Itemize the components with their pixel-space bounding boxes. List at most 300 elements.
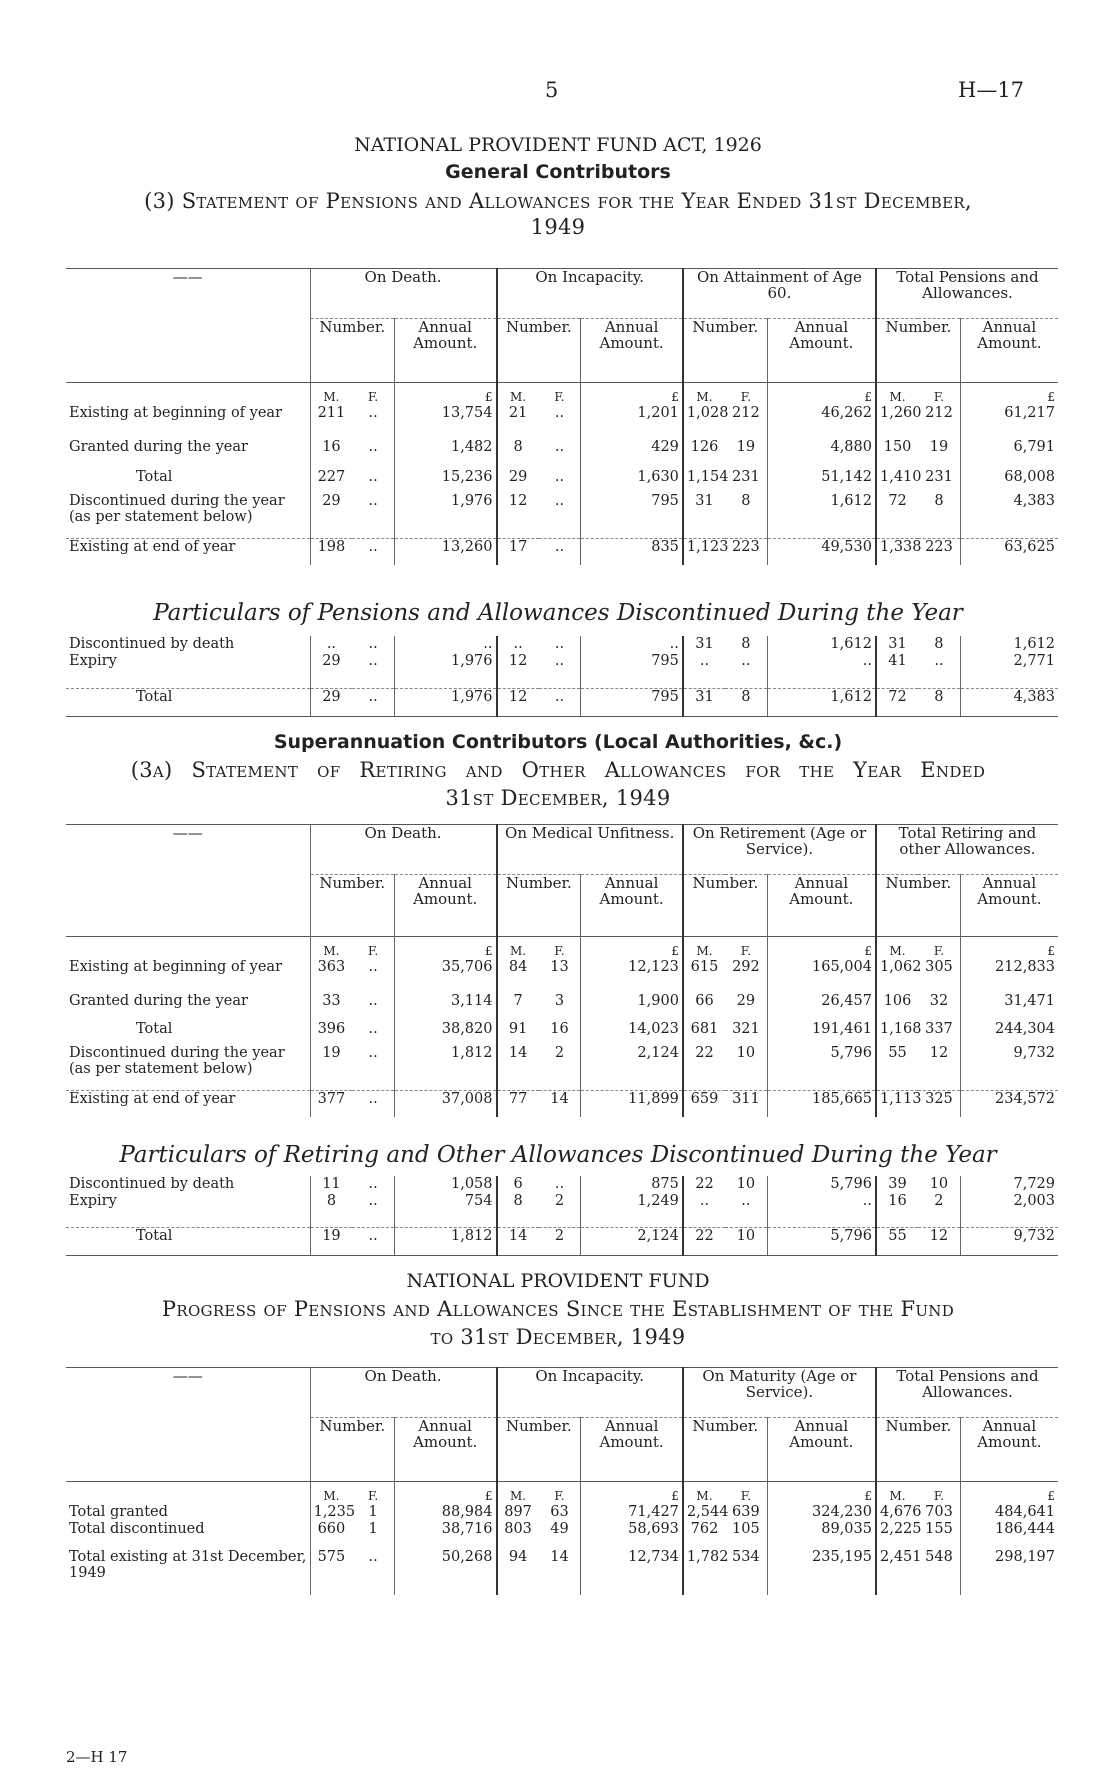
annual-amount-header: Annual Amount.	[394, 319, 496, 383]
amount-cell: 1,976	[394, 688, 496, 716]
table-row	[66, 688, 1058, 716]
female-marker: F.	[918, 1482, 960, 1504]
female-count-cell: 10	[929, 1176, 949, 1192]
table-row	[66, 1504, 1058, 1521]
female-marker: F.	[352, 383, 394, 405]
number-header: Number.	[310, 319, 394, 383]
row-label: Total discontinued	[69, 1520, 205, 1537]
female-count-cell: ..	[368, 468, 378, 485]
amount-cell: 186,444	[960, 1521, 1058, 1549]
amount-cell: 795	[581, 688, 683, 716]
female-marker: F.	[725, 383, 767, 405]
male-count-cell: 396	[310, 1021, 352, 1045]
female-count-cell: ..	[934, 653, 944, 669]
male-count-cell: 1,123	[683, 539, 725, 565]
amount-cell: 3,114	[394, 993, 496, 1021]
male-marker: M.	[497, 937, 539, 959]
female-count-cell: ..	[554, 492, 565, 509]
progress-title-line-1: Progress of Pensions and Allowances Since the Establishment of the Fund	[161, 1297, 955, 1321]
amount-cell: 2,003	[960, 1193, 1058, 1227]
female-count-cell: ..	[368, 636, 378, 652]
female-count-cell: 8	[934, 492, 944, 509]
male-count-cell: 22	[683, 1045, 725, 1091]
number-header: Number.	[683, 319, 767, 383]
amount-cell: 38,820	[394, 1021, 496, 1045]
female-count-cell: ..	[352, 688, 394, 716]
amount-cell: 1,612	[767, 493, 876, 539]
female-count-cell: 212	[925, 404, 953, 421]
female-count-cell: 3	[554, 992, 565, 1009]
pound-marker: £	[767, 383, 876, 405]
male-count-cell: ..	[310, 636, 352, 653]
female-count-cell: ..	[368, 492, 378, 509]
row-label: Existing at end of year	[66, 1091, 310, 1117]
male-count-cell: ..	[683, 653, 725, 688]
table-row	[66, 1045, 1058, 1091]
amount-cell: 235,195	[767, 1549, 876, 1595]
amount-cell: 63,625	[960, 539, 1058, 565]
amount-cell: 58,693	[581, 1521, 683, 1549]
male-count-cell: 19	[310, 1227, 352, 1255]
amount-cell: 50,268	[394, 1549, 496, 1595]
progress-table	[66, 1367, 1058, 1595]
female-count-cell: ..	[539, 688, 581, 716]
amount-cell: 5,796	[767, 1176, 876, 1193]
female-count-cell: ..	[554, 468, 565, 485]
table-row	[66, 405, 1058, 439]
male-count-cell: 1,062	[876, 959, 918, 993]
male-count-cell: 33	[310, 993, 352, 1021]
pound-marker: £	[960, 937, 1058, 959]
amount-cell: 9,732	[960, 1227, 1058, 1255]
particulars-1-title: Particulars of Pensions and Allowances Discontinued During the Year	[153, 600, 963, 626]
amount-cell: 61,217	[960, 405, 1058, 439]
female-marker: F.	[725, 1482, 767, 1504]
amount-cell: 13,754	[394, 405, 496, 439]
annual-amount-header: Annual Amount.	[581, 875, 683, 937]
amount-cell: 13,260	[394, 539, 496, 565]
number-header: Number.	[497, 875, 581, 937]
female-count-cell: 155	[925, 1520, 953, 1537]
male-count-cell: 22	[683, 1227, 725, 1255]
male-count-cell: 1,410	[876, 469, 918, 493]
male-marker: M.	[310, 937, 352, 959]
male-count-cell: 91	[497, 1021, 539, 1045]
female-count-cell: ..	[741, 653, 751, 669]
group-header: On Incapacity.	[497, 1368, 683, 1418]
annual-amount-header: Annual Amount.	[581, 1418, 683, 1482]
pound-marker: £	[581, 383, 683, 405]
male-count-cell: 377	[310, 1091, 352, 1117]
male-marker: M.	[310, 1482, 352, 1504]
male-count-cell: 55	[876, 1045, 918, 1091]
male-count-cell: 681	[683, 1021, 725, 1045]
amount-cell: 51,142	[767, 469, 876, 493]
amount-cell: 49,530	[767, 539, 876, 565]
male-marker: M.	[497, 383, 539, 405]
amount-cell: 1,812	[394, 1045, 496, 1091]
group-header: On Death.	[310, 269, 496, 319]
male-count-cell: 1,168	[876, 1021, 918, 1045]
amount-cell: 795	[581, 493, 683, 539]
group-header: Total Pensions and Allowances.	[876, 269, 1058, 319]
male-marker: M.	[876, 937, 918, 959]
female-count-cell: 19	[736, 438, 756, 455]
row-label: Total	[66, 1227, 310, 1255]
female-count-cell: 8	[918, 688, 960, 716]
female-count-cell: 8	[725, 688, 767, 716]
table-row	[66, 1193, 1058, 1227]
female-count-cell: 13	[550, 958, 569, 975]
amount-cell: 12,123	[581, 959, 683, 993]
female-count-cell: 2	[554, 1193, 565, 1209]
female-count-cell: ..	[368, 1176, 378, 1192]
male-count-cell: 659	[683, 1091, 725, 1117]
amount-cell: 795	[581, 653, 683, 688]
amount-cell: 5,796	[767, 1045, 876, 1091]
number-header: Number.	[497, 319, 581, 383]
male-marker: M.	[683, 383, 725, 405]
amount-cell: 2,124	[581, 1045, 683, 1091]
row-label: Granted during the year	[69, 438, 248, 455]
pound-marker: £	[394, 937, 496, 959]
number-header: Number.	[876, 875, 960, 937]
amount-cell: 1,900	[581, 993, 683, 1021]
female-count-cell: 2	[934, 1193, 944, 1209]
female-count-cell: 19	[929, 438, 949, 455]
female-count-cell: 49	[550, 1520, 569, 1537]
female-count-cell: 14	[550, 1548, 569, 1565]
amount-cell: 26,457	[767, 993, 876, 1021]
female-count-cell: 12	[929, 1044, 949, 1061]
male-count-cell: 615	[683, 959, 725, 993]
male-count-cell: 29	[310, 688, 352, 716]
number-header: Number.	[876, 319, 960, 383]
female-count-cell: ..	[554, 636, 565, 652]
statement-3-title: (3) Statement of Pensions and Allowances for the Year Ended 31st December,	[144, 189, 972, 213]
female-count-cell: 16	[550, 1020, 569, 1037]
female-count-cell: ..	[368, 1020, 378, 1037]
amount-cell: 1,612	[767, 688, 876, 716]
blank-header: ——	[66, 1368, 310, 1482]
female-count-cell: 292	[732, 958, 760, 975]
act-title: NATIONAL PROVIDENT FUND ACT, 1926	[354, 134, 762, 156]
female-count-cell: 10	[736, 1176, 756, 1192]
amount-cell: 1,482	[394, 439, 496, 469]
female-count-cell: ..	[554, 653, 565, 669]
number-header: Number.	[497, 1418, 581, 1482]
row-label: Discontinued by death	[69, 636, 235, 652]
male-marker: M.	[683, 1482, 725, 1504]
amount-cell: 38,716	[394, 1521, 496, 1549]
female-count-cell: ..	[368, 992, 378, 1009]
progress-title-line-2: to 31st December, 1949	[430, 1325, 686, 1349]
number-header: Number.	[310, 1418, 394, 1482]
female-count-cell: ..	[368, 653, 378, 669]
group-header: Total Pensions and Allowances.	[876, 1368, 1058, 1418]
amount-cell: 4,383	[960, 493, 1058, 539]
general-contributors-heading: General Contributors	[445, 161, 671, 183]
male-marker: M.	[310, 383, 352, 405]
male-count-cell: 1,113	[876, 1091, 918, 1117]
amount-cell: 1,058	[394, 1176, 496, 1193]
group-header: On Attainment of Age 60.	[683, 269, 876, 319]
row-label: Granted during the year	[69, 992, 248, 1009]
female-count-cell: ..	[368, 958, 378, 975]
row-label: Existing at beginning of year	[69, 404, 282, 421]
male-count-cell: 21	[497, 405, 539, 439]
amount-cell: 5,796	[767, 1227, 876, 1255]
male-count-cell: 2,451	[876, 1549, 918, 1595]
male-marker: M.	[683, 937, 725, 959]
male-count-cell: 2,225	[876, 1521, 918, 1549]
male-count-cell: 12	[497, 688, 539, 716]
female-marker: F.	[918, 383, 960, 405]
female-marker: F.	[539, 1482, 581, 1504]
female-count-cell: 2	[539, 1227, 581, 1255]
group-header: Total Retiring and other Allowances.	[876, 825, 1058, 875]
male-count-cell: 8	[497, 439, 539, 469]
female-count-cell: 548	[925, 1548, 953, 1565]
amount-cell: 1,976	[394, 653, 496, 688]
female-count-cell: ..	[352, 539, 394, 565]
amount-cell: 2,771	[960, 653, 1058, 688]
amount-cell: 324,230	[767, 1504, 876, 1521]
female-count-cell: 231	[732, 468, 760, 485]
row-label: Total	[136, 468, 173, 485]
male-count-cell: 2,544	[683, 1504, 725, 1521]
amount-cell: ..	[767, 653, 876, 688]
annual-amount-header: Annual Amount.	[767, 875, 876, 937]
blank-header: ——	[66, 825, 310, 937]
male-count-cell: 1,154	[683, 469, 725, 493]
number-header: Number.	[310, 875, 394, 937]
pensions-table	[66, 268, 1058, 565]
female-count-cell: 1	[368, 1503, 378, 1520]
row-label: Expiry	[69, 653, 117, 669]
amount-cell: 46,262	[767, 405, 876, 439]
male-count-cell: 66	[683, 993, 725, 1021]
male-count-cell: 22	[683, 1176, 725, 1193]
row-label: Total	[66, 688, 310, 716]
row-label: Total	[136, 1020, 173, 1037]
table-row	[66, 1021, 1058, 1045]
female-count-cell: 212	[732, 404, 760, 421]
page-number: 5	[545, 78, 559, 102]
annual-amount-header: Annual Amount.	[960, 875, 1058, 937]
table-row	[66, 469, 1058, 493]
female-count-cell: ..	[554, 1176, 565, 1192]
statement-3a-date: 31st December, 1949	[445, 786, 671, 810]
male-marker: M.	[876, 1482, 918, 1504]
table-row	[66, 439, 1058, 469]
amount-cell: 484,641	[960, 1504, 1058, 1521]
male-count-cell: 8	[497, 1193, 539, 1227]
male-count-cell: 55	[876, 1227, 918, 1255]
female-count-cell: 8	[741, 492, 751, 509]
male-count-cell: 150	[876, 439, 918, 469]
amount-cell: 212,833	[960, 959, 1058, 993]
male-count-cell: 575	[310, 1549, 352, 1595]
amount-cell: 35,706	[394, 959, 496, 993]
pound-marker: £	[767, 1482, 876, 1504]
group-header: On Death.	[310, 1368, 496, 1418]
female-count-cell: ..	[352, 1227, 394, 1255]
male-count-cell: 39	[876, 1176, 918, 1193]
amount-cell: 234,572	[960, 1091, 1058, 1117]
table-row	[66, 539, 1058, 565]
amount-cell: 68,008	[960, 469, 1058, 493]
row-label: Existing at beginning of year	[69, 958, 282, 975]
row-label: Total granted	[69, 1503, 168, 1520]
male-count-cell: 72	[876, 493, 918, 539]
female-count-cell: ..	[368, 404, 378, 421]
male-count-cell: 363	[310, 959, 352, 993]
male-count-cell: 1,235	[310, 1504, 352, 1521]
female-count-cell: ..	[368, 1193, 378, 1209]
male-count-cell: 29	[497, 469, 539, 493]
female-count-cell: 703	[925, 1503, 953, 1520]
male-count-cell: 84	[497, 959, 539, 993]
male-count-cell: 660	[310, 1521, 352, 1549]
female-count-cell: 337	[925, 1020, 953, 1037]
male-count-cell: ..	[683, 1193, 725, 1227]
amount-cell: 165,004	[767, 959, 876, 993]
female-count-cell: 29	[736, 992, 756, 1009]
amount-cell: 89,035	[767, 1521, 876, 1549]
male-count-cell: 17	[497, 539, 539, 565]
group-header: On Incapacity.	[497, 269, 683, 319]
male-count-cell: 4,676	[876, 1504, 918, 1521]
male-count-cell: 16	[310, 439, 352, 469]
statement-3-year: 1949	[530, 215, 586, 239]
table-row	[66, 993, 1058, 1021]
female-marker: F.	[725, 937, 767, 959]
amount-cell: 15,236	[394, 469, 496, 493]
row-label: Existing at end of year	[66, 539, 310, 565]
male-count-cell: 14	[497, 1045, 539, 1091]
amount-cell: 88,984	[394, 1504, 496, 1521]
male-count-cell: 94	[497, 1549, 539, 1595]
female-count-cell: ..	[741, 1193, 751, 1209]
amount-cell: 191,461	[767, 1021, 876, 1045]
amount-cell: 1,201	[581, 405, 683, 439]
row-label: Total existing at 31st December, 1949	[69, 1548, 307, 1581]
female-count-cell: ..	[368, 1548, 378, 1565]
female-count-cell: ..	[368, 438, 378, 455]
amount-cell: 4,383	[960, 688, 1058, 716]
female-count-cell: 10	[736, 1044, 756, 1061]
female-marker: F.	[352, 1482, 394, 1504]
amount-cell: 2,124	[581, 1227, 683, 1255]
statement-3a-title: (3a) Statement of Retiring and Other Allowances for the Year Ended	[130, 758, 986, 782]
female-count-cell: 223	[725, 539, 767, 565]
female-count-cell: 2	[554, 1044, 565, 1061]
amount-cell: 11,899	[581, 1091, 683, 1117]
table-row	[66, 1521, 1058, 1549]
annual-amount-header: Annual Amount.	[394, 1418, 496, 1482]
annual-amount-header: Annual Amount.	[960, 319, 1058, 383]
amount-cell: ..	[394, 636, 496, 653]
female-marker: F.	[352, 937, 394, 959]
male-count-cell: 1,782	[683, 1549, 725, 1595]
amount-cell: 429	[581, 439, 683, 469]
male-count-cell: 19	[310, 1045, 352, 1091]
table-row	[66, 493, 1058, 539]
female-count-cell: 105	[732, 1520, 760, 1537]
male-count-cell: 11	[310, 1176, 352, 1193]
amount-cell: 1,630	[581, 469, 683, 493]
female-count-cell: 12	[918, 1227, 960, 1255]
annual-amount-header: Annual Amount.	[960, 1418, 1058, 1482]
amount-cell: 1,612	[767, 636, 876, 653]
particulars-2-title: Particulars of Retiring and Other Allowances Discontinued During the Year	[119, 1142, 997, 1168]
blank-header: ——	[66, 269, 310, 383]
male-count-cell: 1,260	[876, 405, 918, 439]
pound-marker: £	[581, 937, 683, 959]
female-count-cell: ..	[539, 539, 581, 565]
amount-cell: 14,023	[581, 1021, 683, 1045]
female-count-cell: 14	[539, 1091, 581, 1117]
pound-marker: £	[394, 1482, 496, 1504]
superannuation-heading: Superannuation Contributors (Local Authorities, &c.)	[273, 731, 843, 753]
male-count-cell: 7	[497, 993, 539, 1021]
male-count-cell: 14	[497, 1227, 539, 1255]
female-count-cell: 1	[368, 1520, 378, 1537]
amount-cell: 875	[581, 1176, 683, 1193]
group-header: On Maturity (Age or Service).	[683, 1368, 876, 1418]
row-label: Discontinued by death	[69, 1176, 235, 1192]
amount-cell: 12,734	[581, 1549, 683, 1595]
amount-cell: 1,812	[394, 1227, 496, 1255]
row-label: Discontinued during the year (as per statement below)	[69, 492, 285, 525]
male-count-cell: 77	[497, 1091, 539, 1117]
amount-cell: 754	[394, 1193, 496, 1227]
female-count-cell: 8	[741, 636, 751, 652]
female-count-cell: ..	[554, 404, 565, 421]
female-count-cell: 321	[732, 1020, 760, 1037]
male-count-cell: 31	[876, 636, 918, 653]
female-count-cell: ..	[352, 1091, 394, 1117]
retiring-allowances-table	[66, 824, 1058, 1117]
amount-cell: 298,197	[960, 1549, 1058, 1595]
amount-cell: 9,732	[960, 1045, 1058, 1091]
page-reference: H—17	[958, 78, 1025, 102]
pound-marker: £	[960, 383, 1058, 405]
male-count-cell: 227	[310, 469, 352, 493]
table-row	[66, 1549, 1058, 1595]
male-count-cell: 12	[497, 493, 539, 539]
female-count-cell: 8	[934, 636, 944, 652]
amount-cell: ..	[767, 1193, 876, 1227]
row-label: Discontinued during the year (as per statement below)	[69, 1044, 285, 1077]
male-marker: M.	[497, 1482, 539, 1504]
amount-cell: 835	[581, 539, 683, 565]
male-marker: M.	[876, 383, 918, 405]
group-header: On Death.	[310, 825, 496, 875]
number-header: Number.	[683, 1418, 767, 1482]
annual-amount-header: Annual Amount.	[581, 319, 683, 383]
male-count-cell: 106	[876, 993, 918, 1021]
number-header: Number.	[683, 875, 767, 937]
row-label: Expiry	[69, 1193, 117, 1209]
male-count-cell: 897	[497, 1504, 539, 1521]
female-count-cell: 10	[725, 1227, 767, 1255]
female-count-cell: 223	[918, 539, 960, 565]
female-count-cell: 63	[550, 1503, 569, 1520]
particulars-2-table	[66, 1176, 1058, 1256]
male-count-cell: 8	[310, 1193, 352, 1227]
